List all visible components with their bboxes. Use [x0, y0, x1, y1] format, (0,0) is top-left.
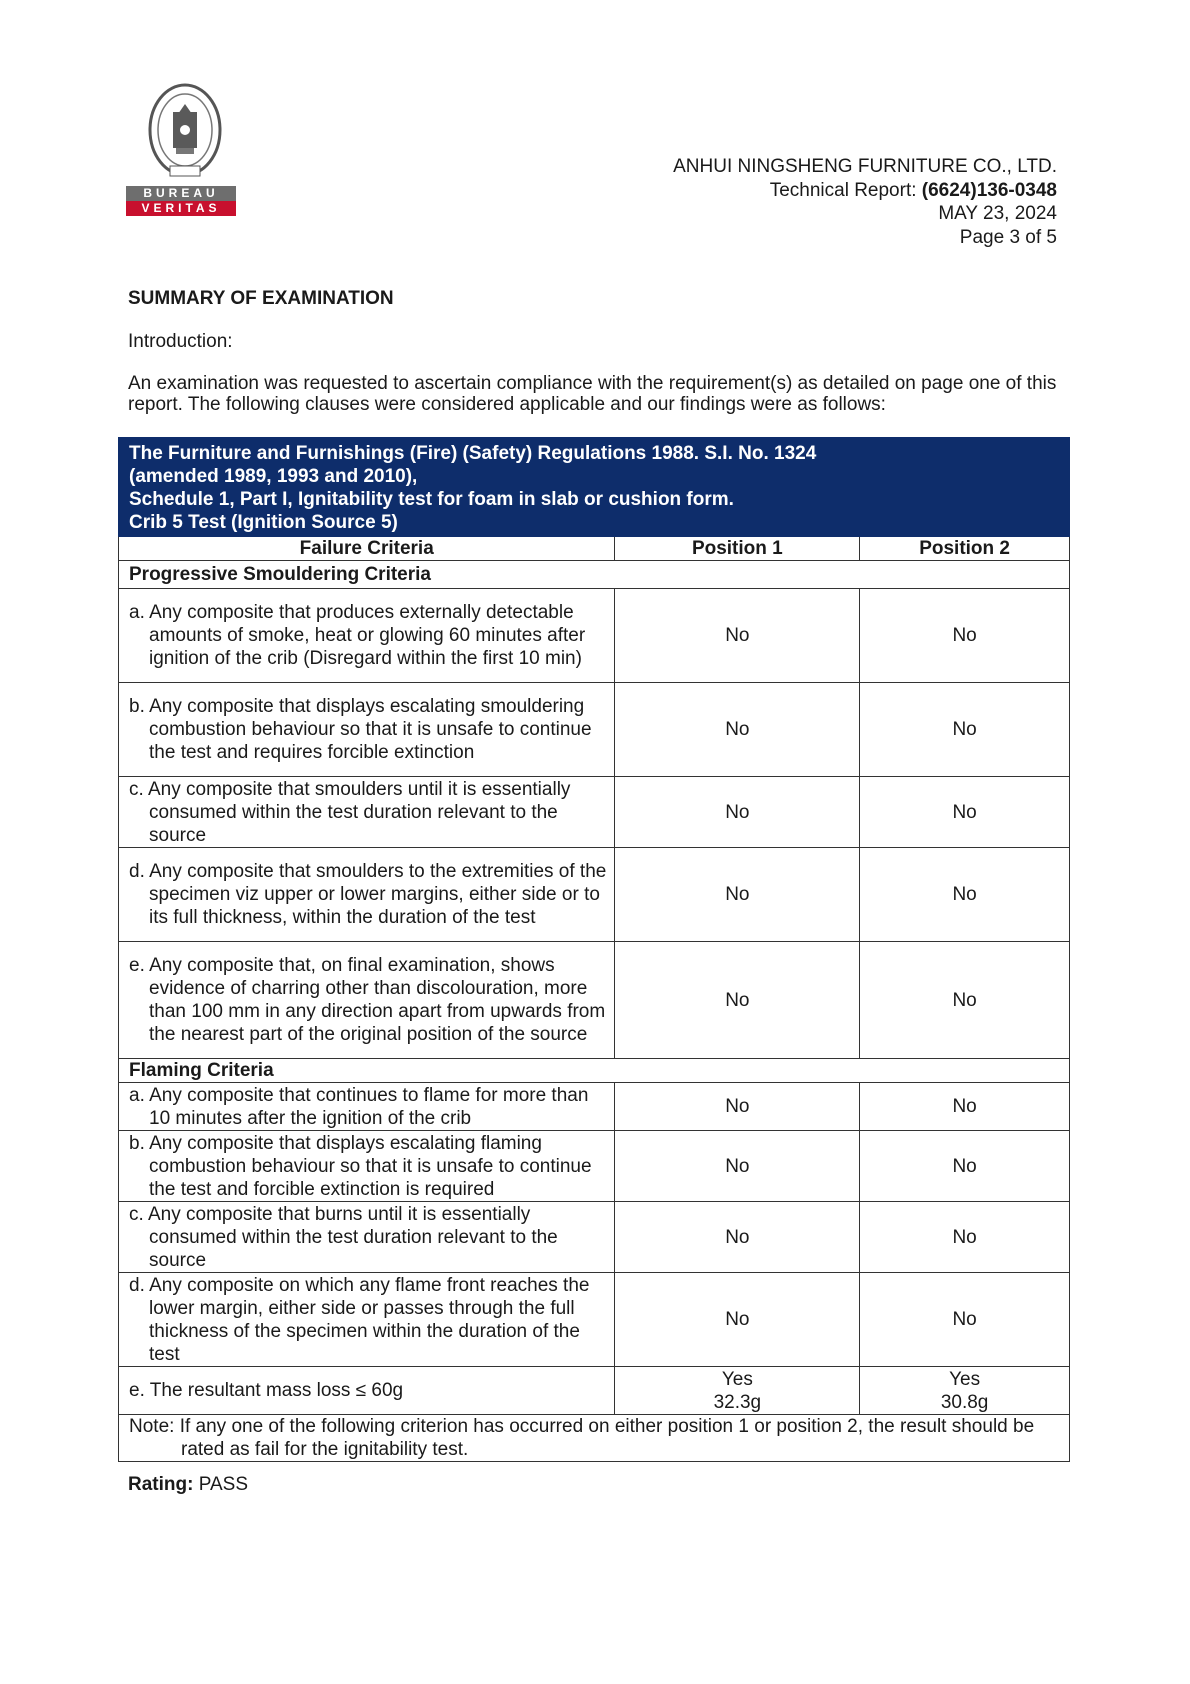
position-1-value: No — [615, 942, 860, 1059]
banner-line-1: The Furniture and Furnishings (Fire) (Safety) Regulations 1988. S.I. No. 1324 — [129, 443, 817, 464]
table-row — [119, 777, 1070, 848]
technical-report-line — [673, 179, 1057, 203]
position-2-value: No — [860, 1131, 1070, 1202]
position-1-value: No — [615, 848, 860, 942]
table-header-row — [119, 537, 1070, 561]
banner-line-2: (amended 1989, 1993 and 2010), — [129, 466, 418, 487]
examination-table — [118, 437, 1070, 1462]
position-2-value: No — [860, 942, 1070, 1059]
position-1-value: No — [615, 1131, 860, 1202]
table-banner — [119, 438, 1070, 537]
header-failure-criteria: Failure Criteria — [119, 537, 615, 561]
page-number: Page 3 of 5 — [959, 226, 1057, 248]
introduction-label: Introduction: — [128, 331, 233, 352]
position-2-mass: 30.8g — [940, 1391, 989, 1413]
position-1-value: No — [615, 1273, 860, 1367]
logo-band-top: BUREAU — [126, 186, 236, 201]
report-date: MAY 23, 2024 — [938, 203, 1057, 224]
criterion-text: e. The resultant mass loss ≤ 60g — [119, 1367, 615, 1415]
section-smouldering — [119, 561, 1070, 589]
rating-line — [128, 1474, 248, 1496]
criterion-text: d. Any composite on which any flame front reaches the lower margin, either side or passes through the full thickness of the specimen within the duration of the test — [129, 1274, 590, 1365]
report-header — [673, 155, 1057, 249]
table-row-mass-loss — [119, 1367, 1070, 1415]
introduction-paragraph: An examination was requested to ascertain compliance with the requirement(s) as detailed on page one of this report. The following clauses were considered applicable and our findings were as follows: — [128, 373, 1057, 415]
position-1-value: No — [615, 1202, 860, 1273]
rating-label: Rating: — [128, 1474, 194, 1495]
company-name: ANHUI NINGSHENG FURNITURE CO., LTD. — [673, 156, 1057, 177]
criterion-text: c. Any composite that burns until it is essentially consumed within the test duration relevant to the source — [129, 1203, 558, 1271]
bureau-veritas-seal-icon — [146, 82, 224, 182]
criterion-text: e. Any composite that, on final examination, shows evidence of charring other than discolouration, more than 100 mm in any direction apart from upwards from the nearest part of the original position of the source — [129, 955, 606, 1045]
banner-line-4: Crib 5 Test (Ignition Source 5) — [129, 512, 398, 533]
summary-title: SUMMARY OF EXAMINATION — [128, 288, 394, 309]
table-note-row — [119, 1415, 1070, 1462]
position-2-value: No — [860, 589, 1070, 683]
position-1-value: No — [615, 777, 860, 848]
table-row — [119, 1273, 1070, 1367]
table-note: Note: If any one of the following criterion has occurred on either position 1 or position 2, the result should be rated as fail for the ignitability test. — [129, 1416, 1035, 1460]
position-2-result: Yes — [949, 1368, 981, 1390]
logo-band-bottom: VERITAS — [126, 201, 236, 216]
table-row — [119, 1083, 1070, 1131]
position-2-value: No — [860, 683, 1070, 777]
table-row — [119, 589, 1070, 683]
table-row — [119, 848, 1070, 942]
table-row — [119, 683, 1070, 777]
report-number: (6624)136-0348 — [921, 179, 1057, 201]
position-1-value: No — [615, 683, 860, 777]
rating-value: PASS — [198, 1474, 248, 1495]
position-2-value: No — [860, 1083, 1070, 1131]
position-2-value: No — [860, 1202, 1070, 1273]
position-1-mass: 32.3g — [713, 1391, 762, 1413]
position-1-result: Yes — [721, 1368, 753, 1390]
criterion-text: b. Any composite that displays escalating flaming combustion behaviour so that it is unsafe to continue the test and forcible extinction is required — [129, 1132, 592, 1200]
criterion-text: d. Any composite that smoulders to the extremities of the specimen viz upper or lower margins, either side or to its full thickness, within the duration of the test — [129, 861, 607, 928]
criterion-text: b. Any composite that displays escalating smouldering combustion behaviour so that it is unsafe to continue the test and requires forcible extinction — [129, 696, 592, 763]
table-row — [119, 1202, 1070, 1273]
table-row — [119, 1131, 1070, 1202]
header-position-2: Position 2 — [860, 537, 1070, 561]
position-2-value: No — [860, 1273, 1070, 1367]
section-title: Progressive Smouldering Criteria — [119, 561, 1070, 589]
position-2-value: No — [860, 777, 1070, 848]
report-label: Technical Report: — [769, 179, 922, 201]
criterion-text: a. Any composite that produces externally detectable amounts of smoke, heat or glowing 60 minutes after ignition of the crib (Disregard within the first 10 min) — [129, 602, 586, 669]
table-row — [119, 942, 1070, 1059]
criterion-text: c. Any composite that smoulders until it is essentially consumed within the test duration relevant to the source — [129, 778, 571, 846]
bureau-veritas-logo — [126, 82, 236, 222]
banner-line-3: Schedule 1, Part I, Ignitability test for foam in slab or cushion form. — [129, 489, 734, 510]
section-flaming — [119, 1059, 1070, 1083]
criterion-text: a. Any composite that continues to flame for more than 10 minutes after the ignition of the crib — [129, 1084, 589, 1129]
position-1-value: No — [615, 1083, 860, 1131]
section-title: Flaming Criteria — [119, 1059, 1070, 1083]
header-position-1: Position 1 — [615, 537, 860, 561]
position-1-value: No — [615, 589, 860, 683]
position-2-value: No — [860, 848, 1070, 942]
